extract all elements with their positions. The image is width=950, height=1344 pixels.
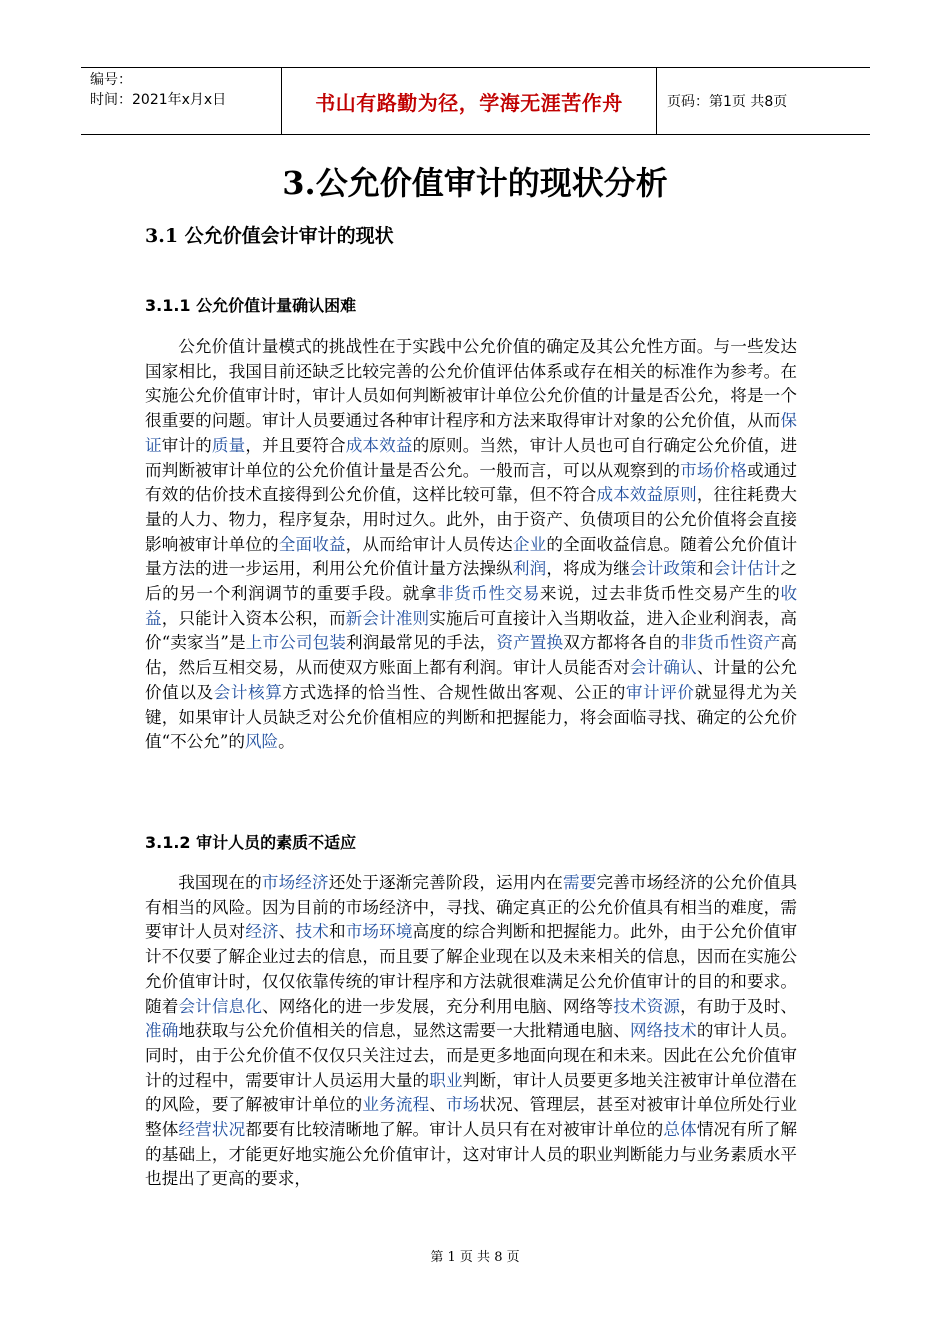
text-run: 的原则。当然，审计人员也可自行确定公允价值，进而判断被审计单位的公允价值计量是否公允。一般而言，可以从观察到的: [145, 435, 798, 480]
term-link[interactable]: 网络技术: [629, 1021, 697, 1041]
term-link[interactable]: 成本效益: [345, 435, 413, 455]
text-run: ，并且要符合: [245, 435, 346, 455]
term-link[interactable]: 成本效益原则: [596, 485, 697, 505]
document-date: 时间：2021年x月x日: [90, 92, 227, 108]
term-link[interactable]: 经济: [245, 922, 279, 942]
text-run: 高度的综合判断和把握能力。此外，由于公允价值审计不仅要了解企业过去的信息，而且要了解企业现在以及未来相关的信息，因而在实施公允价值审计时，仅仅依靠传统的审计程序和方法就很难满足公允价值审计的目的和要求。随着: [145, 922, 798, 1016]
document-number: 编号：: [90, 72, 132, 88]
term-link[interactable]: 审计评价: [625, 682, 695, 702]
text-run: 情况有所了解的基础上，才能更好地实施公允价值审计，这对审计人员的职业判断能力与业务素质水平也提出了更高的要求，: [145, 1120, 798, 1189]
text-run: 的审计人员。同时，由于公允价值不仅仅只关注过去，而是更多地面向现在和未来。因此在公允价值审计的过程中，需要审计人员运用大量的: [145, 1021, 798, 1090]
text-run: 公允价值计量模式的挑战性在于实践中公允价值的确定及其公允性方面。与一些发达国家相比，我国目前还缺乏比较完善的公允价值评估体系或存在相关的标准作为参考。在实施公允价值审计时，审计人员如何判断被审计单位公允价值的计量是否公允，将是一个很重要的问题。审计人员要通过各种审计程序和方法来取得审计对象的公允价值，从而: [145, 337, 797, 431]
text-run: ，从而给审计人员传达: [345, 534, 513, 554]
term-link[interactable]: 技术资源: [613, 996, 681, 1016]
term-link[interactable]: 非货币性资产: [680, 633, 781, 653]
term-link[interactable]: 会计政策: [629, 559, 697, 579]
text-run: 审计的: [161, 435, 212, 455]
text-run: ，将成为继: [546, 559, 630, 579]
text-run: 、: [278, 922, 296, 942]
term-link[interactable]: 会计核算: [213, 682, 283, 702]
text-run: 都要有比较清晰地了解。审计人员只有在对被审计单位的: [245, 1120, 664, 1140]
subsection-heading-2: 3.1.2 审计人员的素质不适应: [145, 833, 357, 852]
section-heading: 3.1 公允价值会计审计的现状: [145, 225, 394, 247]
text-run: 之后的另一个利润调节的重要手段。就拿: [145, 559, 798, 604]
term-link[interactable]: 需要: [562, 873, 597, 892]
text-run: 和: [328, 922, 346, 942]
text-run: 。: [278, 732, 295, 752]
text-run: 实施后可直接计入当期收益，进入企业利润表，高价“卖家当”是: [145, 608, 798, 653]
text-run: 高估，然后互相交易，从而使双方账面上都有利润。审计人员能否对: [145, 633, 798, 678]
text-run: ，有助于及时、: [680, 996, 798, 1016]
text-run: 和: [696, 559, 714, 579]
paragraph-2: [145, 871, 797, 1192]
term-link[interactable]: 企业: [512, 534, 547, 554]
text-run: 完善市场经济的公允价值具有相当的风险。因为目前的市场经济中，寻找、确定真正的公允价值具有相当的难度，需要审计人员对: [145, 873, 798, 942]
text-run: 、: [429, 1095, 446, 1115]
term-link[interactable]: 职业: [429, 1070, 463, 1090]
term-link[interactable]: 市场经济: [261, 873, 329, 892]
text-run: 、计量的公允价值以及: [145, 658, 798, 702]
term-link[interactable]: 经营状况: [178, 1120, 246, 1140]
term-link[interactable]: 市场价格: [680, 460, 747, 480]
text-run: 利润最常见的手法，: [346, 633, 497, 653]
term-link[interactable]: 会计确认: [629, 658, 697, 678]
header-meta: [81, 68, 282, 134]
text-run: 判断，审计人员要更多地关注被审计单位潜在的风险，要了解被审计单位的: [145, 1070, 798, 1115]
paragraph-1: [145, 335, 797, 755]
term-link[interactable]: 利润: [512, 559, 547, 579]
text-run: 方式选择的恰当性、合规性做出客观、公正的: [282, 682, 626, 702]
header-page-info: 页码：第1页 共8页: [667, 94, 788, 110]
text-run: 地获取与公允价值相关的信息，显然这需要一大批精通电脑、: [178, 1021, 630, 1041]
term-link[interactable]: 资产置换: [496, 633, 564, 653]
term-link[interactable]: 会计估计: [713, 559, 781, 579]
term-link[interactable]: 市场: [446, 1095, 480, 1115]
term-link[interactable]: 准确: [145, 1021, 179, 1041]
term-link[interactable]: 保证: [145, 411, 797, 455]
header-motto: 书山有路勤为径，学海无涯苦作舟: [282, 68, 657, 134]
term-link[interactable]: 全面收益: [278, 534, 346, 554]
text-run: ，往往耗费大量的人力、物力，程序复杂，用时过久。此外，由于资产、负债项目的公允价值将会直接影响被审计单位的: [145, 485, 798, 554]
term-link[interactable]: 市场环境: [345, 922, 413, 942]
document-title: 3.公允价值审计的现状分析: [282, 164, 668, 202]
text-run: 双方都将各自的: [563, 633, 681, 653]
term-link[interactable]: 非货币性交易: [436, 584, 540, 604]
term-link[interactable]: 质量: [211, 435, 246, 455]
page-footer: 第 1 页 共 8 页: [430, 1250, 520, 1265]
term-link[interactable]: 总体: [663, 1120, 697, 1140]
text-run: 就显得尤为关键，如果审计人员缺乏对公允价值相应的判断和把握能力，将会面临寻找、确定的公允价值“不公允”的: [145, 682, 798, 752]
term-link[interactable]: 收益: [145, 584, 798, 628]
term-link[interactable]: 风险: [244, 732, 279, 752]
header-table: [81, 67, 870, 135]
text-run: 状况、管理层，甚至对被审计单位所处行业整体: [145, 1095, 798, 1140]
term-link[interactable]: 技术: [295, 922, 329, 942]
subsection-heading-1: 3.1.1 公允价值计量确认困难: [145, 296, 357, 315]
text-run: 或通过有效的估价技术直接得到公允价值，这样比较可靠，但不符合: [145, 460, 798, 505]
term-link[interactable]: 业务流程: [362, 1095, 430, 1115]
term-link[interactable]: 上市公司包装: [245, 633, 346, 653]
text-run: 还处于逐渐完善阶段，运用内在: [328, 873, 563, 892]
text-run: 来说，过去非货币性交易产生的: [540, 584, 781, 604]
term-link[interactable]: 会计信息化: [178, 996, 263, 1016]
text-run: 、网络化的进一步发展，充分利用电脑、网络等: [262, 996, 614, 1016]
text-run: ，只能计入资本公积，而: [161, 608, 346, 628]
text-run: 我国现在的: [178, 873, 262, 892]
term-link[interactable]: 新会计准则: [345, 608, 430, 628]
text-run: 的全面收益信息。随着公允价值计量方法的进一步运用，利用公允价值计量方法操纵: [145, 534, 798, 579]
